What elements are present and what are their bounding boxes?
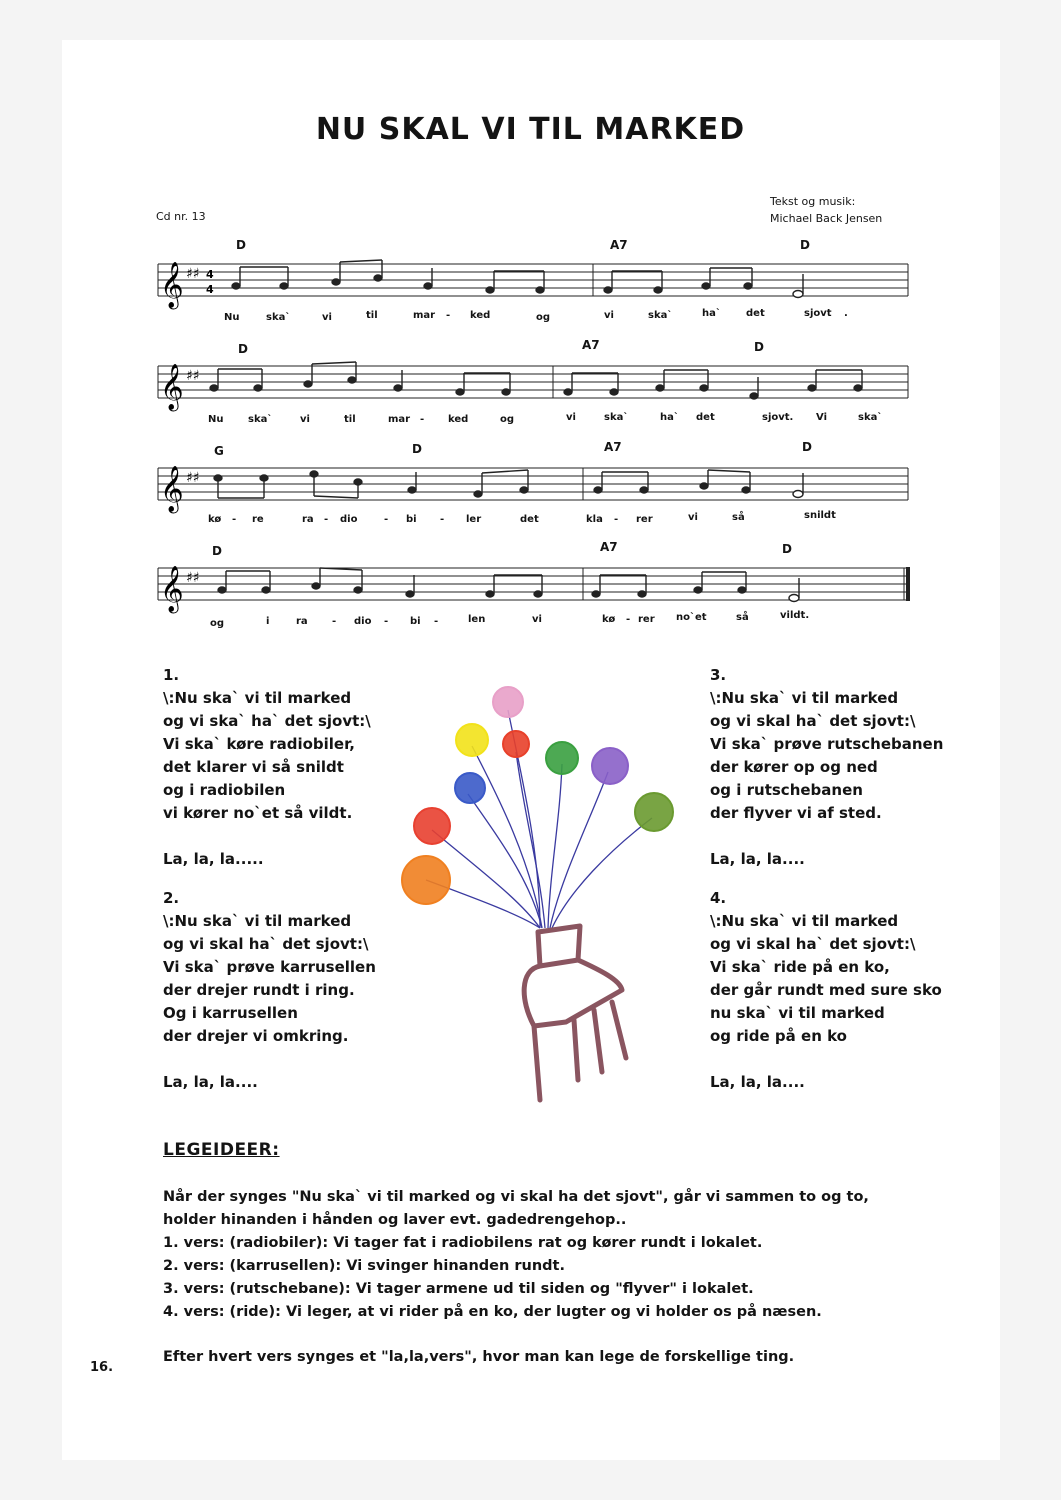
verse-refrain: La, la, la....	[710, 1073, 805, 1091]
verse-line: det klarer vi så snildt	[163, 758, 344, 776]
lyric-syllable: mar	[413, 310, 436, 321]
lyric-syllable: det	[696, 412, 715, 423]
verse-line: \:Nu ska` vi til marked	[710, 912, 899, 930]
lyric-syllable: re	[252, 514, 264, 525]
chord: D	[238, 342, 248, 356]
verse-2	[163, 887, 376, 1094]
lyric-syllable: Nu	[224, 312, 240, 323]
lyric-syllable: til	[366, 310, 378, 321]
verse-refrain: La, la, la....	[163, 1073, 258, 1091]
verse-1	[163, 664, 371, 871]
credits	[770, 193, 882, 227]
lyric-syllable: dio	[354, 616, 372, 627]
lyric-syllable: -	[420, 414, 425, 425]
lyric-syllable: ska`	[648, 310, 673, 321]
lyric-syllable: len	[468, 614, 486, 625]
balloon-orange	[402, 856, 450, 904]
lyric-syllable: ha`	[702, 308, 721, 319]
staff-2-lines	[148, 358, 912, 418]
lyric-syllable: ska`	[266, 312, 291, 323]
balloon-blue	[455, 773, 485, 803]
balloon-red	[503, 731, 529, 757]
svg-text:4: 4	[206, 268, 214, 281]
staff-1	[148, 238, 912, 328]
lyric-syllable: og	[536, 312, 551, 323]
verse-line: \:Nu ska` vi til marked	[710, 689, 899, 707]
chord: G	[214, 444, 224, 458]
lyric-syllable: kla	[586, 514, 603, 525]
verse-line: Vi ska` prøve karrusellen	[163, 958, 376, 976]
balloon-green	[546, 742, 578, 774]
credits-line-1: Tekst og musik:	[770, 195, 856, 208]
verse-line: der kører op og ned	[710, 758, 878, 776]
chord: D	[800, 238, 810, 252]
verse-line: 2.	[163, 889, 180, 907]
verse-line: Vi ska` ride på en ko,	[710, 958, 890, 976]
verse-line: der går rundt med sure sko	[710, 981, 942, 999]
treble-clef-icon: 𝄞	[160, 364, 184, 410]
lyric-syllable: kø	[208, 514, 222, 525]
lyric-syllable: så	[732, 512, 745, 523]
legeideer-text	[163, 1186, 869, 1369]
legeideer-line: 1. vers: (radiobiler): Vi tager fat i radiobilens rat og kører rundt i lokalet.	[163, 1235, 763, 1251]
legeideer-line: Når der synges "Nu ska` vi til marked og vi skal ha det sjovt", går vi sammen to og to,	[163, 1189, 869, 1205]
lyric-syllable: .	[844, 308, 848, 319]
verse-line: nu ska` vi til marked	[710, 1004, 885, 1022]
lyric-syllable: vi	[604, 310, 614, 321]
verse-line	[710, 825, 943, 848]
lyric-syllable: i	[266, 616, 270, 627]
balloons-drawing	[390, 670, 690, 1110]
verse-line: Vi ska` køre radiobiler,	[163, 735, 355, 753]
lyric-syllable: vildt.	[780, 610, 810, 621]
verse-line: der drejer rundt i ring.	[163, 981, 355, 999]
lyric-syllable: -	[446, 310, 451, 321]
verse-refrain: La, la, la.....	[163, 850, 264, 868]
treble-clef-icon: 𝄞	[160, 262, 184, 308]
lyric-syllable: bi	[410, 616, 421, 627]
lyric-syllable: sjovt.	[762, 412, 794, 423]
verse-line: 4.	[710, 889, 727, 907]
verse-line: og ride på en ko	[710, 1027, 847, 1045]
svg-text:♯♯: ♯♯	[186, 570, 200, 586]
lyric-syllable: ra	[302, 514, 314, 525]
lyric-syllable: dio	[340, 514, 358, 525]
lyric-syllable: vi	[566, 412, 576, 423]
legeideer-line: 2. vers: (karrusellen): Vi svinger hinanden rundt.	[163, 1258, 565, 1274]
lyric-syllable: mar	[388, 414, 411, 425]
lyric-syllable: ska`	[248, 414, 273, 425]
lyric-syllable: -	[440, 514, 445, 525]
lyric-syllable: bi	[406, 514, 417, 525]
treble-clef-icon: 𝄞	[160, 566, 184, 612]
verse-line: \:Nu ska` vi til marked	[163, 912, 352, 930]
balloon-yellow	[456, 724, 488, 756]
verse-4	[710, 887, 942, 1094]
lyric-syllable: ked	[470, 310, 491, 321]
chord: A7	[610, 238, 628, 252]
verse-line: og vi skal ha` det sjovt:\	[710, 712, 916, 730]
legeideer-line: 4. vers: (ride): Vi leger, at vi rider på en ko, der lugter og vi holder os på næsen.	[163, 1304, 822, 1320]
staff-3	[148, 442, 912, 532]
lyric-syllable: ler	[466, 514, 482, 525]
verse-line: og vi ska` ha` det sjovt:\	[163, 712, 371, 730]
verse-refrain: La, la, la....	[710, 850, 805, 868]
chord: D	[802, 440, 812, 454]
verse-line: og vi skal ha` det sjovt:\	[710, 935, 916, 953]
chord: A7	[582, 338, 600, 352]
lyric-syllable: -	[626, 614, 631, 625]
chord: A7	[600, 540, 618, 554]
staff-2	[148, 340, 912, 430]
lyric-syllable: og	[210, 618, 225, 629]
cd-number: Cd nr. 13	[156, 210, 206, 223]
verse-line: 1.	[163, 666, 180, 684]
lyric-syllable: -	[614, 514, 619, 525]
verse-line	[163, 1048, 376, 1071]
verse-line: Vi ska` prøve rutschebanen	[710, 735, 944, 753]
lyric-syllable: sjovt	[804, 308, 832, 319]
verse-line: og vi skal ha` det sjovt:\	[163, 935, 369, 953]
chord: D	[412, 442, 422, 456]
staff-3-lines	[148, 460, 912, 520]
lyric-syllable: -	[384, 616, 389, 627]
lyric-syllable: vi	[322, 312, 332, 323]
legeideer-heading: LEGEIDEER:	[163, 1140, 280, 1160]
legeideer-line: holder hinanden i hånden og laver evt. gadedrengehop..	[163, 1212, 627, 1228]
lyric-syllable: no`et	[676, 612, 707, 623]
svg-text:♯♯: ♯♯	[186, 470, 200, 486]
chord: D	[754, 340, 764, 354]
lyric-syllable: vi	[300, 414, 310, 425]
lyric-syllable: ra	[296, 616, 308, 627]
lyric-syllable: -	[324, 514, 329, 525]
lyric-syllable: og	[500, 414, 515, 425]
lyric-syllable: ska`	[604, 412, 629, 423]
lyric-syllable: vi	[532, 614, 542, 625]
verse-line: vi kører no`et så vildt.	[163, 804, 353, 822]
verse-line: der flyver vi af sted.	[710, 804, 882, 822]
lyric-syllable: så	[736, 612, 749, 623]
lyric-syllable: -	[232, 514, 237, 525]
lyric-syllable: -	[332, 616, 337, 627]
lyric-syllable: rer	[636, 514, 653, 525]
balloon-olive	[635, 793, 673, 831]
treble-clef-icon: 𝄞	[160, 466, 184, 512]
verse-3	[710, 664, 943, 871]
lyric-syllable: Nu	[208, 414, 224, 425]
lyric-syllable: vi	[688, 512, 698, 523]
svg-text:♯♯: ♯♯	[186, 368, 200, 384]
chord: D	[782, 542, 792, 556]
lyric-syllable: ked	[448, 414, 469, 425]
lyric-syllable: -	[384, 514, 389, 525]
verse-line	[710, 1048, 942, 1071]
staff-4	[148, 542, 912, 632]
lyric-syllable: kø	[602, 614, 616, 625]
lyric-syllable: det	[520, 514, 539, 525]
legeideer-line: 3. vers: (rutschebane): Vi tager armene ud til siden og "flyver" i lokalet.	[163, 1281, 754, 1297]
lyric-syllable: Vi	[816, 412, 827, 423]
chord: D	[236, 238, 246, 252]
staff-1-lines	[148, 256, 912, 316]
lyric-syllable: rer	[638, 614, 655, 625]
verse-line: der drejer vi omkring.	[163, 1027, 349, 1045]
verse-line	[163, 825, 371, 848]
verse-line: Og i karrusellen	[163, 1004, 298, 1022]
hand-icon	[524, 926, 626, 1100]
verse-line: \:Nu ska` vi til marked	[163, 689, 352, 707]
song-title: NU SKAL VI TIL MARKED	[315, 112, 746, 147]
lyric-syllable: det	[746, 308, 765, 319]
chord: A7	[604, 440, 622, 454]
lyric-syllable: ska`	[858, 412, 883, 423]
lyric-syllable: -	[434, 616, 439, 627]
lyric-syllable: ha`	[660, 412, 679, 423]
page-number: 16.	[90, 1360, 114, 1375]
verse-line: og i radiobilen	[163, 781, 286, 799]
lyric-syllable: snildt	[804, 510, 836, 521]
credits-line-2: Michael Back Jensen	[770, 212, 883, 225]
balloon-purple	[592, 748, 628, 784]
lyric-syllable: til	[344, 414, 356, 425]
balloon-pink	[493, 687, 523, 717]
legeideer-footer: Efter hvert vers synges et "la,la,vers", hvor man kan lege de forskellige ting.	[163, 1349, 795, 1365]
svg-text:4: 4	[206, 283, 214, 296]
verse-line: og i rutschebanen	[710, 781, 863, 799]
svg-text:♯♯: ♯♯	[186, 266, 200, 282]
verse-line: 3.	[710, 666, 727, 684]
chord: D	[212, 544, 222, 558]
balloon-red-2	[414, 808, 450, 844]
